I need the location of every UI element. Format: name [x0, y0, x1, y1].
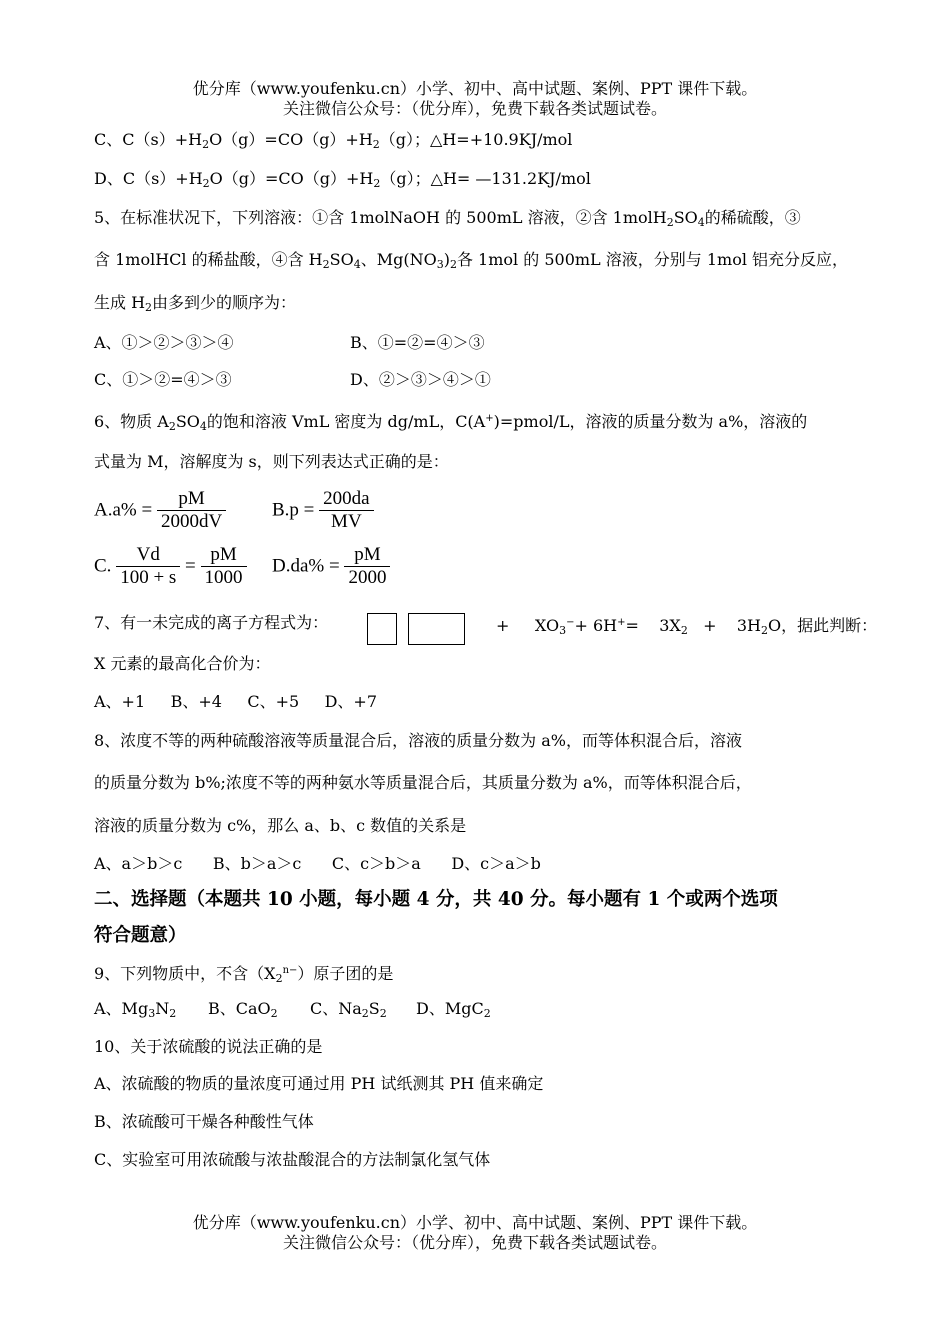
q9-option-a: A、$Mg_3N_2$ [94, 999, 177, 1020]
q5-option-c: C、①＞②=④＞③ [94, 370, 232, 389]
q10-option-c: C、实验室可用浓硫酸与浓盐酸混合的方法制氯化氢气体 [94, 1150, 491, 1169]
q4-option-c: C、$C(s)+H_2O(g)=CO(g)+H_2(g)$；△H=+10.9KJ/mol [94, 130, 573, 151]
q10-stem: 10、关于浓硫酸的说法正确的是 [94, 1037, 323, 1056]
footer-line-1: 优分库（www.youfenku.cn）小学、初中、高中试题、案例、PPT 课件下载。 [192, 1213, 758, 1232]
fraction: $\frac{Vd}{100 + s}$ [116, 544, 180, 589]
fraction: $\frac{pM}{1000}$ [201, 544, 247, 589]
fraction: $\frac{200da}{MV}$ [319, 488, 373, 533]
q10-option-a: A、浓硫酸的物质的量浓度可通过用 PH 试纸测其 PH 值来确定 [94, 1074, 544, 1093]
blank-box-1 [367, 613, 397, 645]
q6-stem-line-1: 6、物质 $A_2SO_4$的饱和溶液 VmL 密度为 dg/mL，C(A+)=pmol/L，溶液的质量分数为 a%，溶液的 [94, 412, 808, 433]
q7-stem-line-1: 7、有一未完成的离子方程式为： [94, 613, 329, 632]
q9-option-d: D、MgC$_2$ [416, 999, 491, 1020]
q6-formula-c: C. $\frac{Vd}{100 + s}$ = $\frac{pM}{1000}$ [94, 544, 247, 589]
q6-formula-d: D.da% = $\frac{pM}{2000}$ [272, 544, 390, 589]
q6-formula-b: B.p = $\frac{200da}{MV}$ [272, 488, 374, 533]
q7-options: A、+1 B、+4 C、+5 D、+7 [94, 692, 378, 711]
q5-option-d: D、②＞③＞④＞① [350, 370, 491, 389]
section-heading-line-2: 符合题意） [94, 925, 187, 946]
q6-formula-a: A.a% = $\frac{pM}{2000dV}$ [94, 488, 226, 533]
q9-option-b: B、CaO$_2$ [208, 999, 278, 1020]
q5-stem-line-2: 含 1molHCl 的稀盐酸，④含 $H_2SO_4$、$Mg(NO_3)_2$各 1mol 的 500mL 溶液，分别与 1mol 铝充分反应， [94, 250, 849, 271]
header-line-1: 优分库（www.youfenku.cn）小学、初中、高中试题、案例、PPT 课件下载。 [192, 79, 758, 98]
q5-option-b: B、①=②=④＞③ [350, 333, 485, 352]
q8-options: A、a＞b＞c B、b＞a＞c C、c＞b＞a D、c＞a＞b [94, 854, 541, 873]
blank-box-2 [408, 613, 465, 645]
section-heading-line-1: 二、选择题（本题共 10 小题，每小题 4 分，共 40 分。每小题有 1 个或两个选项 [94, 889, 778, 910]
header-line-2: 关注微信公众号：（优分库），免费下载各类试题试卷。 [282, 99, 667, 118]
q5-stem-line-3: 生成 $H_2$由多到少的顺序为： [94, 293, 297, 314]
q4-option-d: D、$C(s)+H_2O(g)=CO(g)+H_2(g)$；△H= —131.2KJ/mol [94, 169, 591, 190]
q5-stem-line-1: 5、在标准状况下，下列溶液：①含 1molNaOH 的 500mL 溶液，②含 $1molH_2SO_4$的稀硫酸，③ [94, 208, 801, 229]
fraction: $\frac{pM}{2000}$ [344, 544, 390, 589]
q8-stem-line-2: 的质量分数为 b%;浓度不等的两种氨水等质量混合后，其质量分数为 a%，而等体积混合后， [94, 773, 752, 792]
q5-option-a: A、①＞②＞③＞④ [94, 333, 234, 352]
q9-stem: 9、下列物质中，不含$(X_2^{n-})$原子团的是 [94, 964, 394, 985]
fraction: $\frac{pM}{2000dV}$ [157, 488, 226, 533]
q8-stem-line-1: 8、浓度不等的两种硫酸溶液等质量混合后，溶液的质量分数为 a%，而等体积混合后，溶液 [94, 731, 743, 750]
q7-equation: + $XO_3^-+ 6H^+=$ $3X_2$ + $3H_2O$，据此判断： [496, 616, 878, 637]
q9-option-c: C、$Na_2S_2$ [310, 999, 387, 1020]
q6-stem-line-2: 式量为 M，溶解度为 s，则下列表达式正确的是： [94, 452, 449, 471]
q10-option-b: B、浓硫酸可干燥各种酸性气体 [94, 1112, 314, 1131]
footer-line-2: 关注微信公众号：（优分库），免费下载各类试题试卷。 [282, 1233, 667, 1252]
q7-stem-line-2: X 元素的最高化合价为： [94, 654, 271, 673]
q8-stem-line-3: 溶液的质量分数为 c%，那么 a、b、c 数值的关系是 [94, 816, 467, 835]
